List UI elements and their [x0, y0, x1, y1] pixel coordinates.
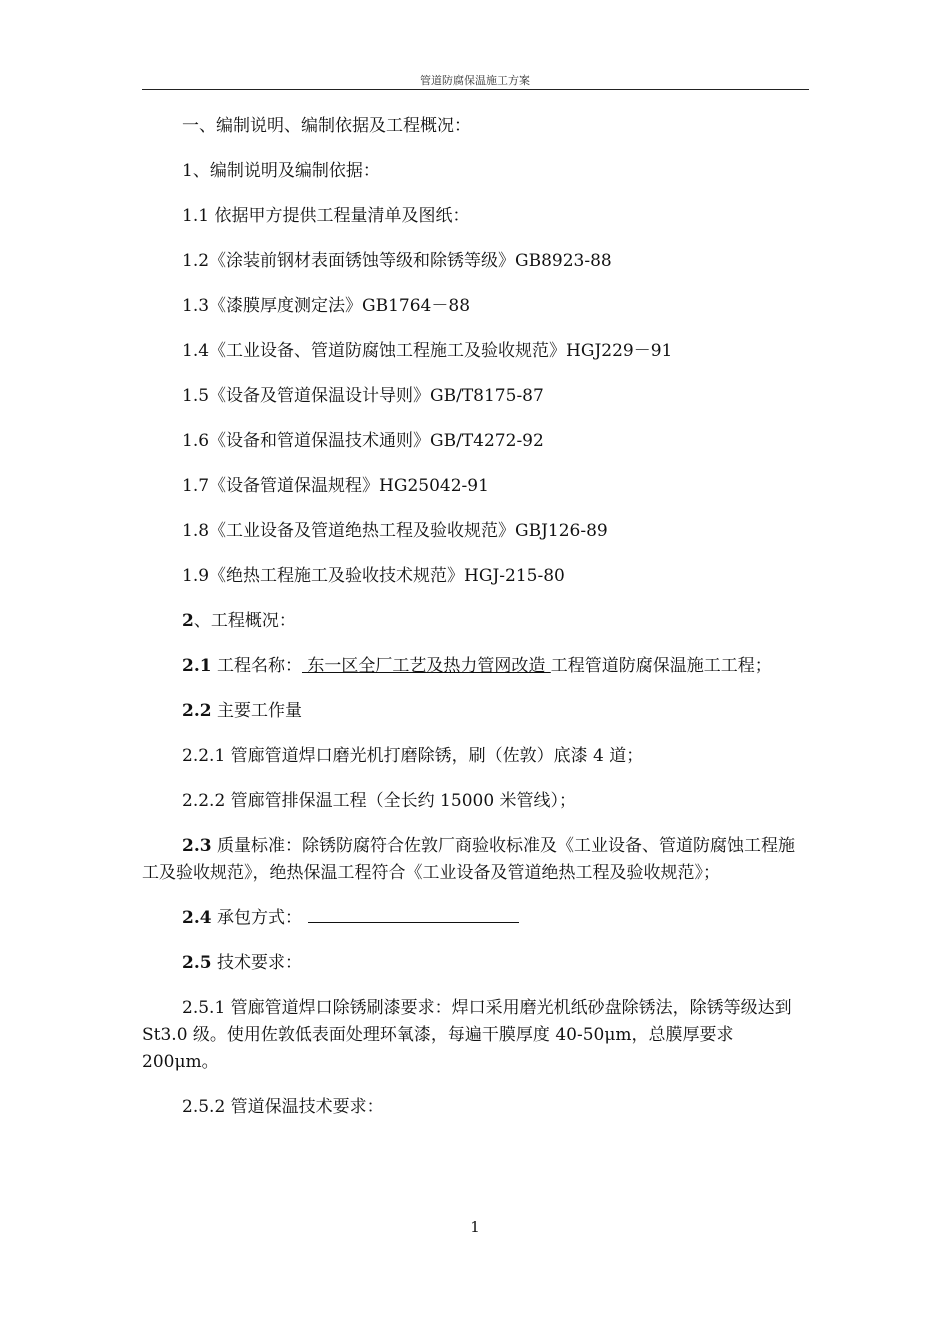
overview-number: 2: [182, 611, 194, 631]
item-number: 2.5: [182, 953, 212, 973]
workload-item: 2.2.1 管廊管道焊口磨光机打磨除锈，刷（佐敦）底漆 4 道；: [182, 746, 644, 766]
item-number: 2.2: [182, 701, 212, 721]
project-name-value: 东一区全厂工艺及热力管网改造: [301, 656, 551, 676]
item-number: 2.1: [182, 656, 212, 676]
basis-item: 1.1 依据甲方提供工程量清单及图纸：: [182, 206, 470, 226]
basis-item: 1.4《工业设备、管道防腐蚀工程施工及验收规范》HGJ229－91: [182, 341, 673, 361]
basis-item: 1.6《设备和管道保温技术通则》GB/T4272-92: [182, 431, 544, 451]
tech-requirements-label: 技术要求：: [211, 953, 302, 973]
contract-method-label: 承包方式：: [211, 908, 302, 928]
project-name-paragraph: [142, 653, 809, 680]
basis-item: 1.2《涂装前钢材表面锈蚀等级和除锈等级》GB8923-88: [182, 251, 612, 271]
contract-method-blank-line: [308, 906, 519, 923]
workload-heading: [142, 698, 809, 725]
basis-item: 1.3《漆膜厚度测定法》GB1764－88: [182, 296, 471, 316]
project-name-label: 工程名称：: [211, 656, 302, 676]
page-number: 1: [470, 1218, 480, 1236]
quality-standard-text: 质量标准：除锈防腐符合佐敦厂商验收标准及《工业设备、管道防腐蚀工程施工及验收规范》，绝热保温工程符合《工业设备及管道绝热工程及验收规范》；: [142, 836, 795, 883]
subsection-heading-basis: 1、编制说明及编制依据：: [182, 161, 380, 181]
project-name-rest: 工程管道防腐保温施工工程；: [550, 656, 772, 676]
workload-label: 主要工作量: [211, 701, 302, 721]
basis-item: 1.8《工业设备及管道绝热工程及验收规范》GBJ126-89: [182, 521, 608, 541]
subsection-heading-overview: [142, 608, 809, 635]
tech-requirement-item: 2.5.2 管道保温技术要求：: [182, 1097, 384, 1117]
overview-label: 、工程概况：: [193, 611, 296, 631]
basis-item: 1.7《设备管道保温规程》HG25042-91: [182, 476, 489, 496]
item-number: 2.3: [182, 836, 212, 856]
tech-requirement-item: 2.5.1 管廊管道焊口除锈刷漆要求：焊口采用磨光机纸砂盘除锈法，除锈等级达到 St3.0 级。使用佐敦低表面处理环氧漆，每遍干膜厚度 40-50μm，总膜厚要求 200μm。: [142, 998, 792, 1072]
basis-item: 1.9《绝热工程施工及验收技术规范》HGJ-215-80: [182, 566, 565, 586]
header-rule: [142, 89, 809, 90]
quality-standard-paragraph: [142, 833, 809, 887]
section-heading: 一、编制说明、编制依据及工程概况：: [182, 116, 471, 136]
contract-method-paragraph: [142, 905, 809, 932]
tech-requirements-heading: [142, 950, 809, 977]
item-number: 2.4: [182, 908, 212, 928]
basis-item: 1.5《设备及管道保温设计导则》GB/T8175-87: [182, 386, 544, 406]
workload-item: 2.2.2 管廊管排保温工程（全长约 15000 米管线）；: [182, 791, 577, 811]
running-header: 管道防腐保温施工方案: [420, 74, 530, 87]
document-body: [142, 113, 809, 1121]
